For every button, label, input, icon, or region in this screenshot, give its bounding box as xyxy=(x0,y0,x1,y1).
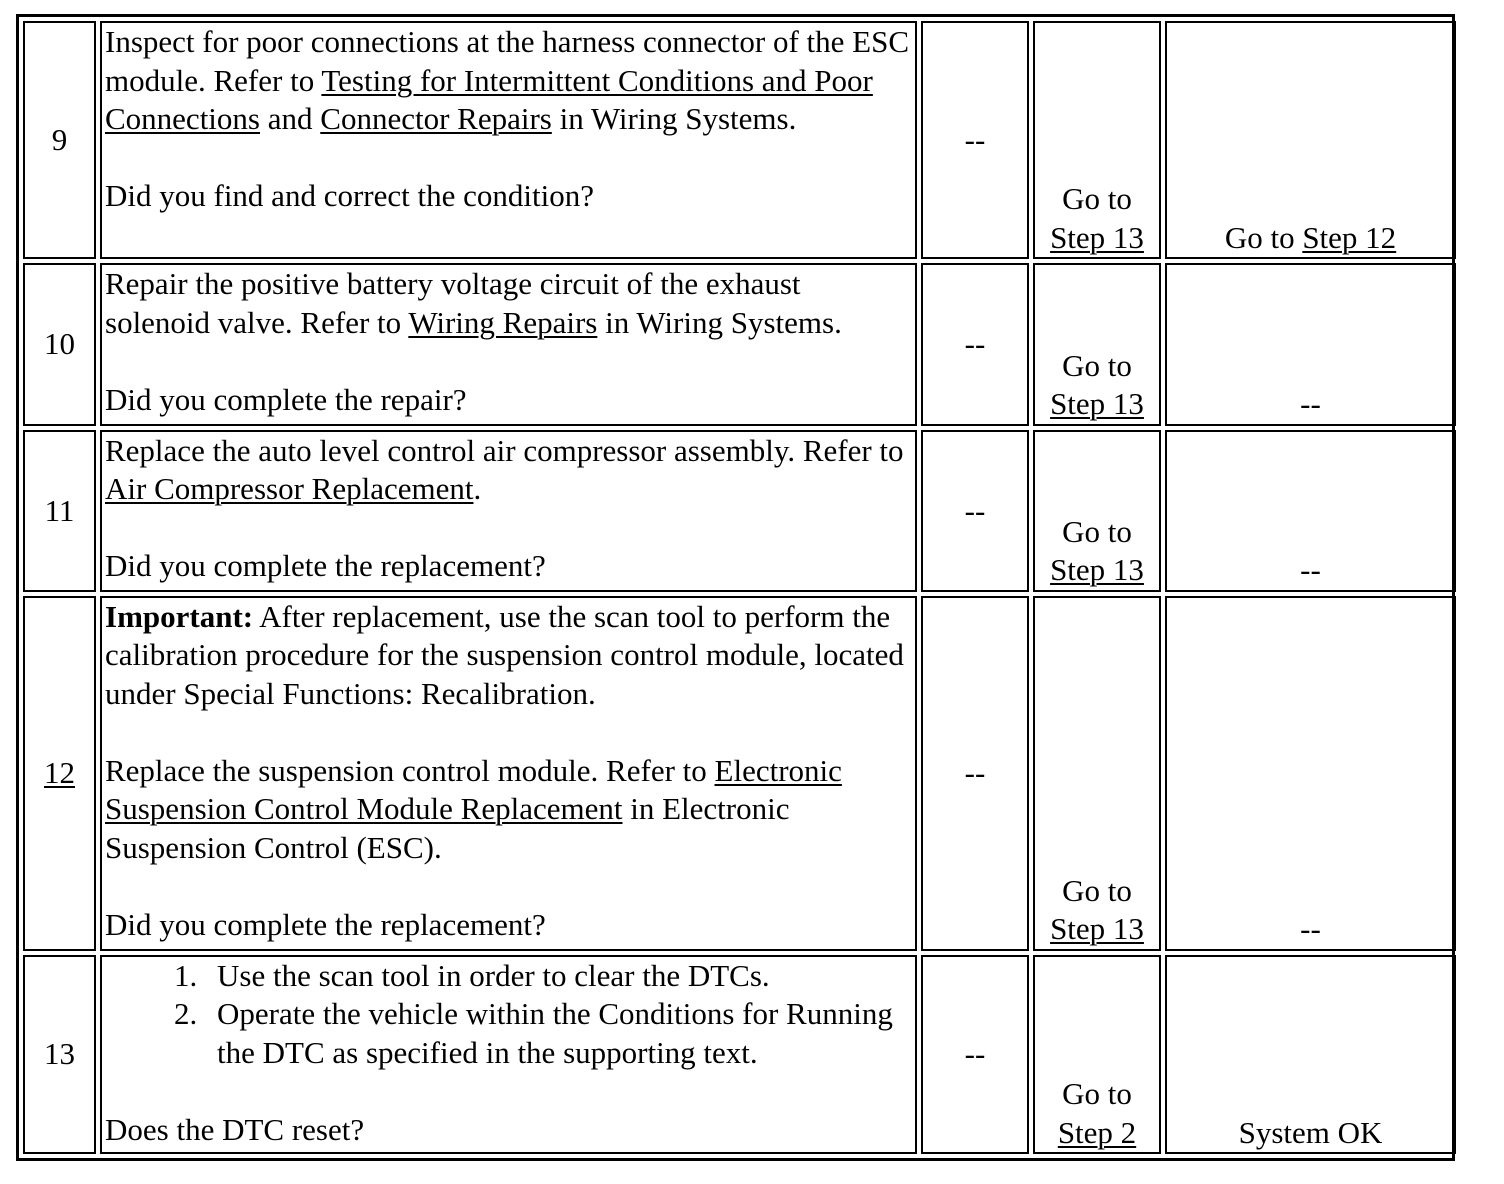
table-row xyxy=(23,263,1456,425)
action-cell xyxy=(100,21,917,259)
go-to-step-2-link[interactable]: Step 2 xyxy=(1057,1114,1137,1150)
yes-cell xyxy=(1033,955,1161,1154)
yes-cell xyxy=(1033,21,1161,259)
yes-prefix: Go to xyxy=(1062,1076,1132,1111)
important-label: Important: xyxy=(105,598,254,634)
no-cell: System OK xyxy=(1165,955,1456,1154)
step-number: 11 xyxy=(23,430,96,592)
esc-module-replacement-link[interactable]: Electronic Suspension Control Module Replacement xyxy=(105,752,842,827)
action-text: in Wiring Systems. xyxy=(551,101,797,136)
action-text: Replace the suspension control module. Refer to xyxy=(105,752,715,788)
action-text: Replace the auto level control air compressor assembly. Refer to xyxy=(105,432,904,468)
yes-cell xyxy=(1033,263,1161,425)
air-compressor-replacement-link[interactable]: Air Compressor Replacement xyxy=(105,471,474,507)
table-row xyxy=(23,596,1456,951)
yes-cell xyxy=(1033,596,1161,951)
question-text: Did you complete the replacement? xyxy=(105,906,546,942)
no-cell: -- xyxy=(1165,263,1456,425)
go-to-step-13-link[interactable]: Step 13 xyxy=(1050,219,1144,255)
table-row xyxy=(23,955,1456,1154)
action-text: Inspect for poor connections at the harness connector of the ESC module. Refer to xyxy=(105,24,910,98)
go-to-step-12-link[interactable]: Step 12 xyxy=(1302,219,1397,255)
action-cell xyxy=(100,263,917,425)
step-number: 10 xyxy=(23,263,96,425)
go-to-step-13-link[interactable]: Step 13 xyxy=(1050,386,1144,422)
question-text: Does the DTC reset? xyxy=(105,1111,365,1147)
value-cell: -- xyxy=(921,430,1029,592)
testing-intermittent-link[interactable]: Testing for Intermittent Conditions and Poor Connections xyxy=(105,62,873,136)
question-text: Did you complete the repair? xyxy=(105,381,467,417)
action-cell xyxy=(100,430,917,592)
action-text: . xyxy=(473,471,482,507)
action-text: and xyxy=(260,101,321,136)
action-text: Repair the positive battery voltage circuit of the exhaust solenoid valve. Refer to xyxy=(105,266,801,340)
step-number-link[interactable] xyxy=(23,596,96,951)
question-text: Did you complete the replacement? xyxy=(105,548,546,584)
list-item: 2. Operate the vehicle within the Conditions for Running the DTC as specified in the supporting text. xyxy=(205,995,912,1072)
action-text: in Wiring Systems. xyxy=(597,304,842,340)
value-cell: -- xyxy=(921,955,1029,1154)
no-cell xyxy=(1165,21,1456,259)
no-cell: -- xyxy=(1165,430,1456,592)
go-to-step-13-link[interactable]: Step 13 xyxy=(1050,911,1144,947)
yes-prefix: Go to xyxy=(1062,347,1132,383)
list-item: 1. Use the scan tool in order to clear the DTCs. xyxy=(205,957,912,996)
action-text: in Electronic Suspension Control (ESC). xyxy=(105,791,790,865)
question-text: Did you find and correct the condition? xyxy=(105,178,594,213)
table-row xyxy=(23,21,1456,259)
diagnostic-table-frame xyxy=(16,14,1455,1161)
value-cell: -- xyxy=(921,596,1029,951)
value-cell: -- xyxy=(921,263,1029,425)
yes-prefix: Go to xyxy=(1062,513,1132,549)
connector-repairs-link[interactable]: Connector Repairs xyxy=(320,101,552,136)
table-row xyxy=(23,430,1456,592)
action-cell xyxy=(100,596,917,951)
no-prefix: Go to xyxy=(1224,219,1303,255)
diagnostic-steps-table xyxy=(19,17,1460,1158)
yes-cell xyxy=(1033,430,1161,592)
step-12-anchor[interactable]: 12 xyxy=(44,755,75,791)
procedure-list xyxy=(105,957,912,1073)
no-cell: -- xyxy=(1165,596,1456,951)
go-to-step-13-link[interactable]: Step 13 xyxy=(1050,552,1144,588)
action-cell xyxy=(100,955,917,1154)
important-text: After replacement, use the scan tool to perform the calibration procedure for the suspension control module, located under Special Functions: Recalibration. xyxy=(105,598,904,711)
wiring-repairs-link[interactable]: Wiring Repairs xyxy=(408,304,598,340)
step-number: 13 xyxy=(23,955,96,1154)
yes-prefix: Go to xyxy=(1062,181,1132,217)
step-number: 9 xyxy=(23,21,96,259)
value-cell: -- xyxy=(921,21,1029,259)
yes-prefix: Go to xyxy=(1062,872,1132,908)
